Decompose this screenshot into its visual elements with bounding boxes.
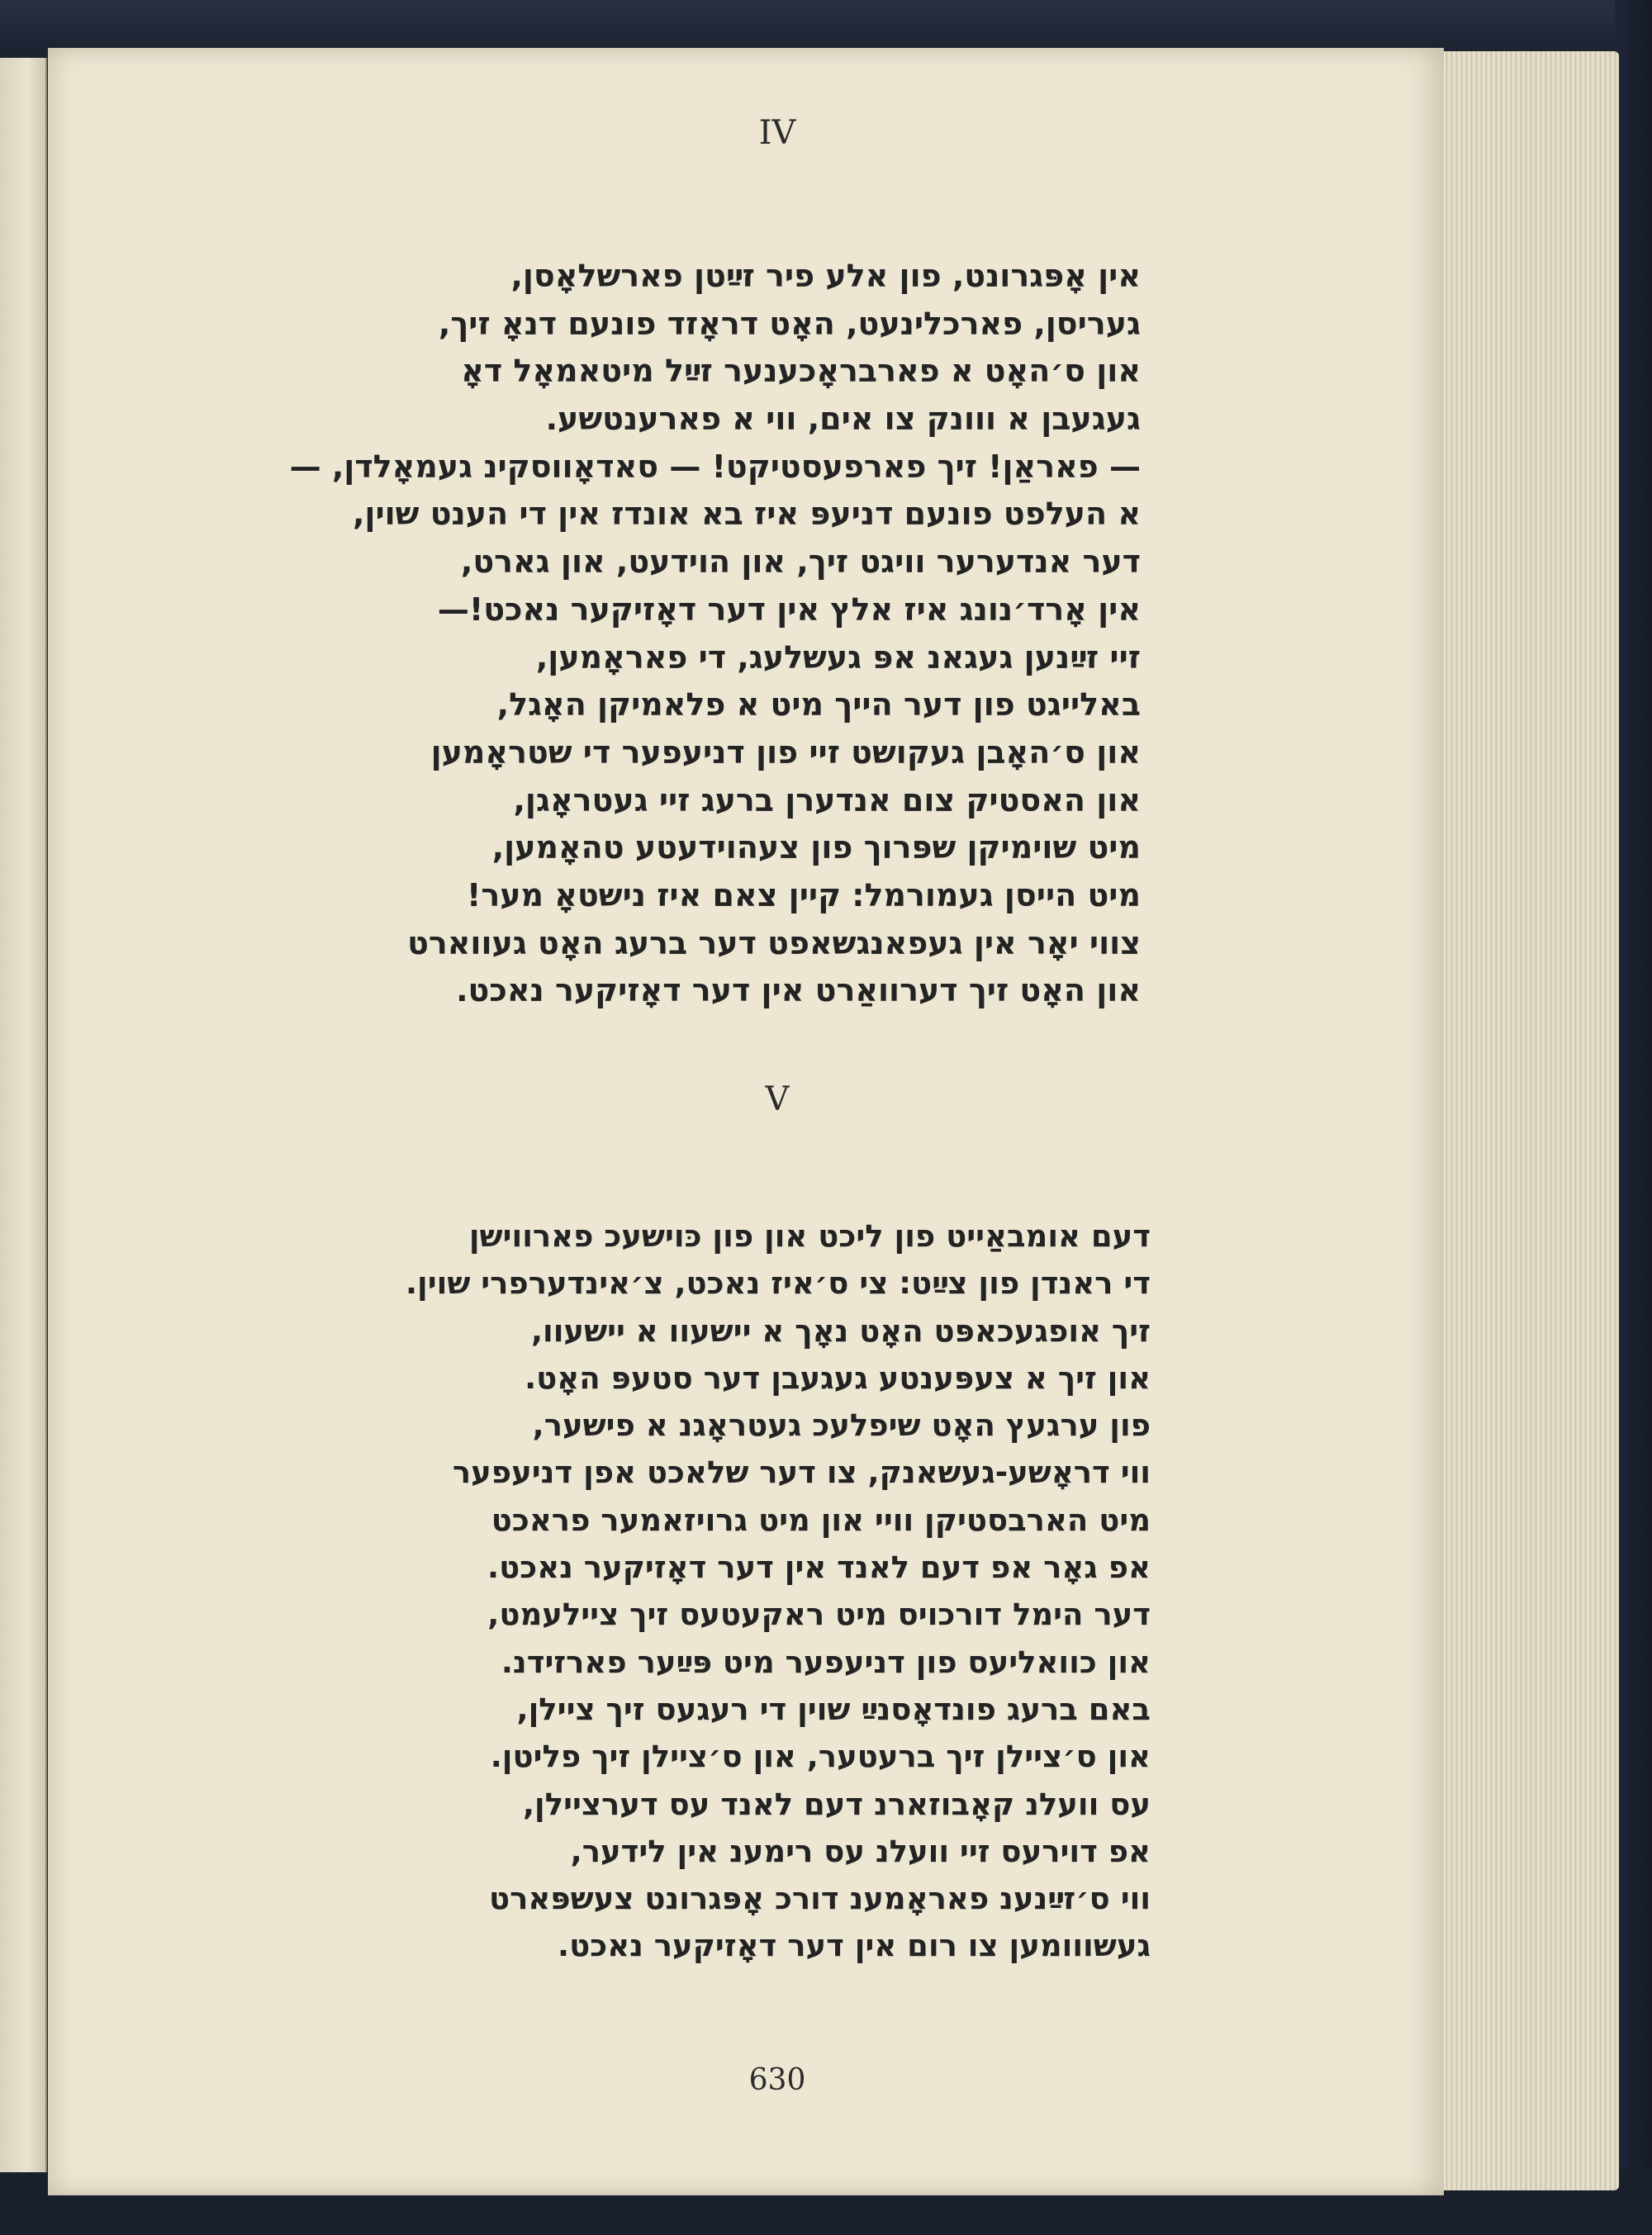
poem-line: א העלפט פונעם דניעפּ איז בא אונדז אין די הענט שוין, <box>352 496 1141 533</box>
poem-line: און ס׳האָבן געקושט זיי פון דניעפער די שטראָמען <box>430 733 1141 771</box>
poem-line: מיט הייסן געמורמל: קיין צאם איז נישטאָ מער! <box>467 876 1141 913</box>
poem-line: זיך אופגעכאפּט האָט נאָך א יישעוו א יישעוו, <box>530 1312 1151 1349</box>
poem-line: אין אָפּגרונט, פון אלע פיר זײַטן פארשלאָסן, <box>510 258 1141 294</box>
page-number: 630 <box>748 2063 806 2097</box>
poem-line: און ס׳האָט א פארבראָכענער זײַל מיטאמאָל דאָ <box>461 353 1141 390</box>
poem-line: פון ערגעץ האָט שיפלעכ געטראָגנ א פישער, <box>532 1407 1151 1444</box>
poem-line: דער אנדערער וויגט זיך, און הוידעט, און גארט, <box>460 543 1141 581</box>
poem-line: — פאראַן! זיך פארפעסטיקט! — סאדאָווסקינ געמאָלדן, — <box>289 448 1141 485</box>
poem-line: מיט הארבסטיקן וויי און מיט גרויזאמער פראכט <box>491 1502 1151 1538</box>
page-stack-edges <box>1433 51 1619 2190</box>
poem-stanza-iv <box>290 253 1141 1015</box>
poem-line: עס וועלנ קאָבוזארנ דעם לאנד עס דערציילן, <box>522 1786 1151 1822</box>
poem-line: און כוואליעס פון דניעפער מיט פּײַער פארזידנ. <box>501 1644 1151 1680</box>
poem-line: צווי יאָר אין געפאנגשאפט דער ברעג האָט געווארט <box>407 924 1141 961</box>
section-numeral-v: V <box>765 1080 790 1118</box>
poem-line: געגעבן א ווונק צו אים, ווי א פארענטשע. <box>545 401 1141 438</box>
previous-page-edge <box>0 58 47 2172</box>
poem-line: און זיך א צעפּענטע געגעבן דער סטעפּ האָט. <box>525 1360 1151 1396</box>
poem-line: אין אָרד׳נונג איז אלץ אין דער דאָזיקער נאכט!— <box>437 591 1141 628</box>
poem-line: געשווומען צו רום אין דער דאָזיקער נאכט. <box>558 1928 1151 1964</box>
poem-line: און האסטיק צום אנדערן ברעג זיי געטראָגן, <box>513 781 1141 819</box>
poem-line: באם ברעג פונדאָסנײַ שוין די רעגעס זיך ציילן, <box>516 1691 1151 1727</box>
book-binding-right <box>1615 0 1652 2235</box>
poem-line: באלייגט פון דער הייך מיט א פלאמיקן האָגל, <box>496 686 1141 724</box>
poem-line: די ראנדן פון צײַט: צי ס׳איז נאכט, צ׳אינדערפרי שוין. <box>405 1265 1151 1302</box>
book-page <box>48 48 1444 2195</box>
poem-line: און ס׳ציילן זיך ברעטער, און ס׳ציילן זיך פליטן. <box>490 1739 1151 1775</box>
poem-line: ווי דראָשע-געשאנק, צו דער שלאכט אפן דניעפער <box>452 1454 1151 1491</box>
poem-line: ווי ס׳זײַנענ פאראָמענ דורכ אָפּגרונט צעשפּארט <box>488 1881 1151 1917</box>
poem-line: געריסן, פארכלינעט, האָט דראָזד פונעם דנאָ זיך, <box>438 305 1141 342</box>
poem-line: און האָט זיך דערוואַרט אין דער דאָזיקער נאכט. <box>456 972 1141 1009</box>
poem-line: אפ דוירעס זיי וועלנ עס רימענ אין לידער, <box>570 1833 1151 1869</box>
poem-line: דער הימל דורכויס מיט ראקעטעס זיך ציילעמט, <box>487 1597 1151 1633</box>
poem-line: דעם אומבאַייט פון ליכט און פון כּוישעכ פארווישן <box>468 1218 1151 1254</box>
poem-line: אפ גאָר אפ דעם לאנד אין דער דאָזיקער נאכט. <box>487 1549 1151 1586</box>
section-numeral-iv: IV <box>758 114 796 152</box>
poem-line: זיי זײַנען געגאנ אפּ געשלעג, די פאראָמען, <box>535 638 1141 676</box>
poem-stanza-v <box>406 1212 1151 1970</box>
poem-line: מיט שוימיקן שפּרוך פון צעהוידעטע טהאָמען, <box>491 829 1141 866</box>
